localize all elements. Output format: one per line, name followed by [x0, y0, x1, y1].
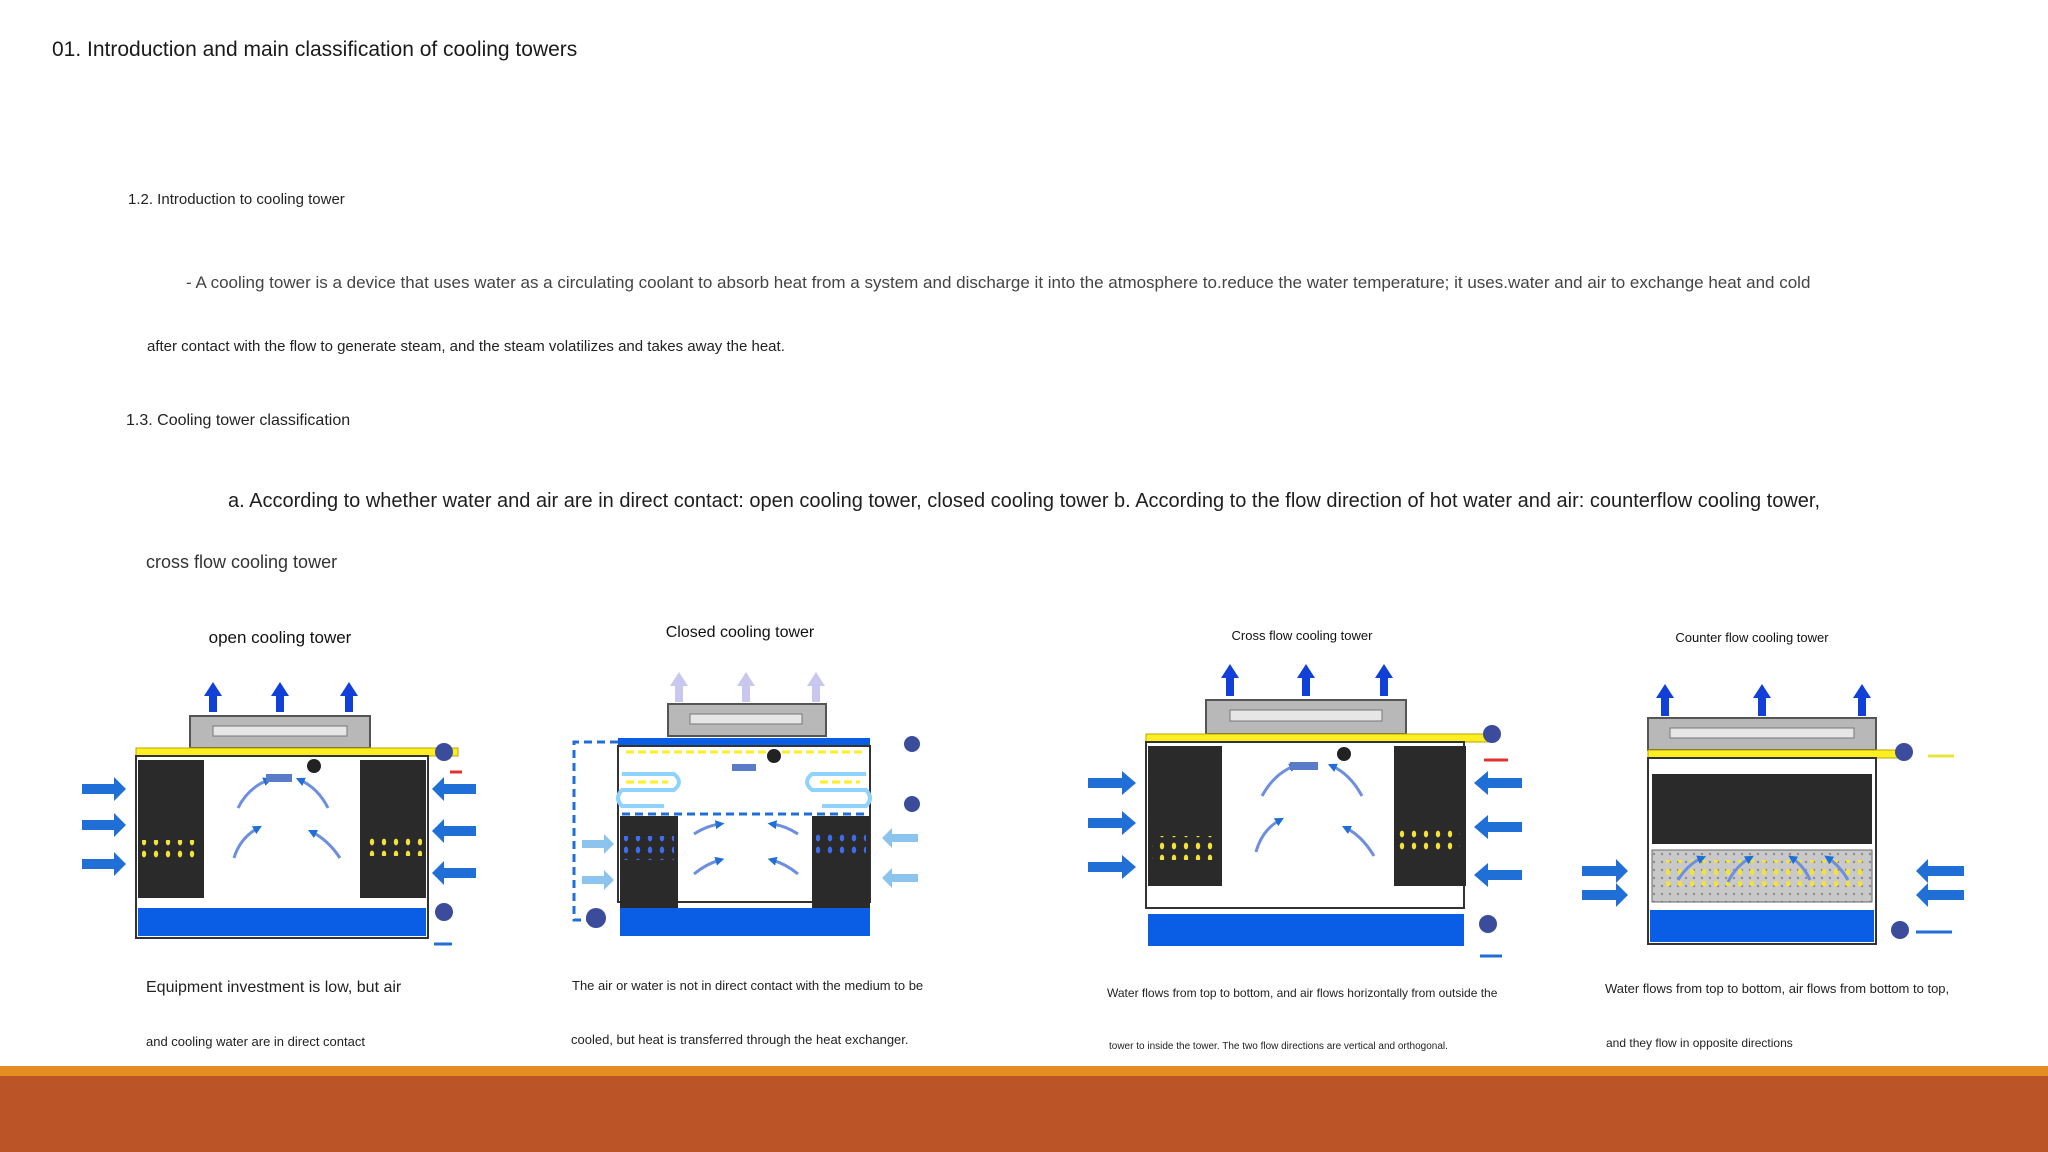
caption-closed-line1: The air or water is not in direct contact with the medium to be [572, 978, 924, 993]
caption-counterflow-line2: and they flow in opposite directions [1606, 1036, 1793, 1050]
page-title: 01. Introduction and main classification of cooling towers [52, 38, 578, 61]
footer-accent-line [0, 1066, 2048, 1076]
figure-label-crossflow: Cross flow cooling tower [1231, 628, 1373, 643]
footer-band [0, 1076, 2048, 1152]
figure-label-counterflow: Counter flow cooling tower [1675, 630, 1829, 645]
caption-closed-line2: cooled, but heat is transferred through the heat exchanger. [571, 1032, 909, 1047]
caption-open-line1: Equipment investment is low, but air [146, 979, 402, 996]
exhaust-arrows [670, 672, 825, 702]
caption-open-line2: and cooling water are in direct contact [146, 1034, 365, 1049]
exhaust-arrows [1656, 684, 1871, 716]
intro-heading: 1.2. Introduction to cooling tower [128, 191, 345, 208]
figure-label-open: open cooling tower [208, 628, 352, 647]
counterflow-cooling-tower-diagram [1578, 674, 1968, 954]
exhaust-arrows [204, 682, 358, 712]
closed-cooling-tower-diagram [560, 664, 940, 944]
classification-heading: 1.3. Cooling tower classification [126, 412, 351, 429]
open-cooling-tower-diagram [78, 668, 478, 956]
intro-paragraph-line1: - A cooling tower is a device that uses water as a circulating coolant to absorb heat from a system and discharge it into the atmosphere to.reduce the water temperature; it uses.water and air to exchange heat and cold [186, 273, 1811, 292]
figure-label-closed: Closed cooling tower [665, 624, 815, 641]
caption-crossflow-line1: Water flows from top to bottom, and air flows horizontally from outside the [1107, 986, 1498, 1000]
caption-crossflow-line2: tower to inside the tower. The two flow directions are vertical and orthogonal. [1109, 1041, 1448, 1052]
crossflow-cooling-tower-diagram [1084, 660, 1524, 960]
classification-paragraph-line1: a. According to whether water and air are in direct contact: open cooling tower, closed cooling tower b. According to the flow direction of hot water and air: counterflow cooling tower, [228, 490, 1821, 512]
exhaust-arrows [1221, 664, 1393, 696]
intro-paragraph-line2: after contact with the flow to generate steam, and the steam volatilizes and takes away the heat. [147, 338, 785, 355]
classification-paragraph-line2: cross flow cooling tower [146, 552, 338, 572]
caption-counterflow-line1: Water flows from top to bottom, air flows from bottom to top, [1605, 981, 1950, 996]
